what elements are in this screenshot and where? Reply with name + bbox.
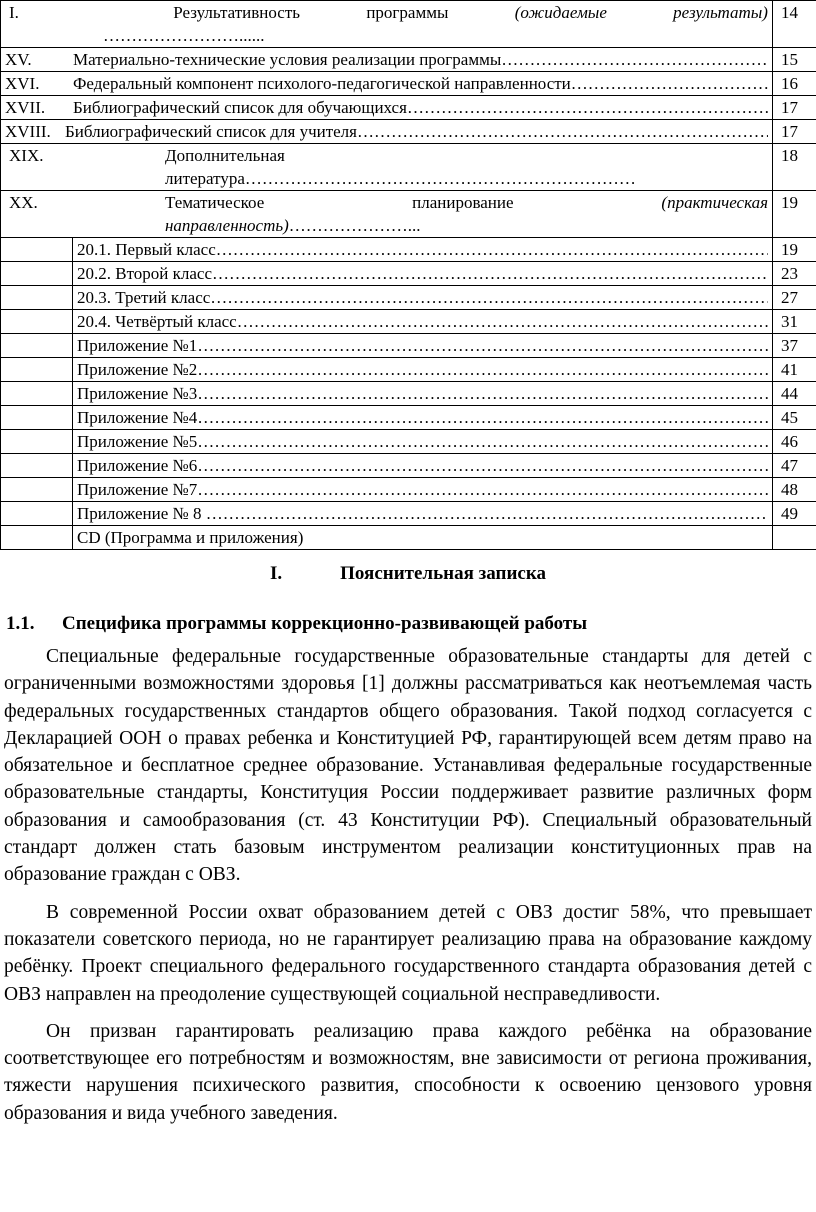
body-text [4,643,812,1137]
toc-row [1,48,816,72]
toc-title-line [77,430,768,453]
toc-title: CD (Программа и приложения) [77,528,304,547]
toc-page: 41 [773,358,816,382]
toc-title-line [77,502,768,525]
toc-page: 49 [773,502,816,526]
toc-word: литература [165,169,245,188]
toc-entry [1,120,773,144]
toc-number: XV. [5,50,32,69]
toc-row [1,430,816,454]
toc-page: 27 [773,286,816,310]
toc-page: 46 [773,430,816,454]
toc-word: Тематическое [165,193,265,212]
toc-title: Библиографический список для обучающихся [73,98,407,117]
toc-title: 20.3. Третий класс [77,288,211,307]
toc-entry [1,144,773,191]
toc-indent-cell [1,238,73,262]
toc-title: Материально-технические условия реализации программы [73,50,502,69]
toc-indent-cell [1,502,73,526]
toc-entry [73,358,773,382]
subsection-title: Специфика программы коррекционно-развивающей работы [62,613,588,634]
toc-indent-cell [1,478,73,502]
toc-word: Дополнительная [165,146,285,165]
toc-title-line [77,454,768,477]
toc-entry [73,262,773,286]
toc-row [1,526,816,550]
toc-page: 16 [773,72,816,96]
toc-indent-cell [1,310,73,334]
toc-row [1,191,816,238]
toc-indent-cell [1,454,73,478]
toc-number: I. [9,3,19,22]
toc-page: 31 [773,310,816,334]
toc-page: 23 [773,262,816,286]
toc-number: XX. [9,193,38,212]
toc-entry [1,1,773,48]
toc-title-line [77,310,768,333]
toc-page: 45 [773,406,816,430]
toc-row [1,310,816,334]
toc-page [773,526,816,550]
toc-indent-cell [1,286,73,310]
toc-word: направленность) [165,216,289,235]
toc-page: 18 [773,144,816,191]
toc-number: XVIII. [5,122,51,141]
toc-entry [73,382,773,406]
toc-entry [73,454,773,478]
toc-row [1,502,816,526]
toc-title-line [77,262,768,285]
toc-title: Приложение №5 [77,432,198,451]
toc-row [1,406,816,430]
toc-page: 14 [773,1,816,48]
paragraph: В современной России охват образованием детей с ОВЗ достиг 58%, что превышает показатели советского периода, но не гарантирует реализацию права на образование каждому ребёнку. Проект специального федерального государственного стандарта образования детей с ОВЗ направлен на преодоление существующей социальной несправедливости. [4,901,812,1005]
toc-title-line [5,48,768,71]
table-of-contents [0,0,816,550]
toc-entry [1,48,773,72]
toc-indent-cell [1,406,73,430]
toc-entry [73,430,773,454]
toc-word: планирование [412,193,514,212]
toc-entry [73,502,773,526]
toc-word: (практическая [661,193,768,212]
subsection-number: 1.1. [6,613,35,634]
toc-title-line [77,478,768,501]
toc-word: (ожидаемые [514,3,607,22]
toc-title-line [5,96,768,119]
toc-number: XVI. [5,74,40,93]
toc-word: программы [366,3,449,22]
toc-title: Приложение №1 [77,336,198,355]
toc-entry [73,310,773,334]
toc-page: 17 [773,120,816,144]
toc-page: 19 [773,191,816,238]
toc-page: 17 [773,96,816,120]
toc-entry [73,286,773,310]
toc-page: 48 [773,478,816,502]
toc-row [1,96,816,120]
toc-word: результаты) [673,3,768,22]
toc-indent-cell [1,526,73,550]
toc-row [1,72,816,96]
toc-title: 20.2. Второй класс [77,264,213,283]
toc-title: Библиографический список для учителя [65,122,357,141]
section-heading [0,563,816,585]
toc-row [1,1,816,48]
toc-title-line [5,72,768,95]
toc-entry [73,526,773,550]
paragraph: Специальные федеральные государственные образовательные стандарты для детей с ограниченными возможностями здоровья [1] должны рассматриваться как неотъемлемая часть федеральных государственных стандартов общего образования. Такой подход согласуется с Декларацией ООН о правах ребенка и Конституцией РФ, гарантирующей всем детям право на обязательное и бесплатное среднее образование. Устанавливая федеральные государственные образовательные стандарты, Конституция России поддерживает развитие различных форм образования и самообразования (ст. 43 Конституции РФ). Специальный образовательный стандарт должен стать базовым инструментом реализации конституционных прав на образование граждан с ОВЗ. [4,646,812,886]
toc-title-line [5,167,768,190]
subsection-heading [6,613,587,635]
toc-title: Федеральный компонент психолого-педагогической направленности [73,74,571,93]
toc-entry [73,334,773,358]
toc-row [1,454,816,478]
paragraph: Он призван гарантировать реализацию права каждого ребёнка на образование соответствующее его потребностям и возможностям, вне зависимости от региона проживания, тяжести нарушения психического развития, способности к освоению цензового уровня образования и вида учебного заведения. [4,1020,812,1124]
toc-entry [73,238,773,262]
toc-title-line [77,286,768,309]
toc-page: 37 [773,334,816,358]
toc-number: XVII. [5,98,46,117]
toc-page: 15 [773,48,816,72]
toc-indent-cell [1,430,73,454]
toc-title-line [77,238,768,261]
toc-title: Приложение №3 [77,384,198,403]
toc-indent-cell [1,358,73,382]
toc-entry [1,191,773,238]
toc-title-line [5,214,768,237]
toc-row [1,286,816,310]
toc-row [1,144,816,191]
toc-title-line [5,120,768,143]
toc-indent-cell [1,382,73,406]
toc-title: 20.4. Четвёртый класс [77,312,237,331]
toc-entry [1,72,773,96]
toc-entry [1,96,773,120]
toc-word: Результативность [173,3,301,22]
toc-title: 20.1. Первый класс [77,240,216,259]
toc-row [1,238,816,262]
toc-row [1,120,816,144]
toc-title-line [77,334,768,357]
toc-title: Приложение №4 [77,408,198,427]
toc-title-line [77,358,768,381]
toc-title: Приложение №7 [77,480,198,499]
toc-leader: …………………………………………………………… [244,169,636,188]
toc-page: 19 [773,238,816,262]
toc-title-line [77,382,768,405]
section-number: I. [269,563,283,584]
toc-page: 44 [773,382,816,406]
toc-leader: …………………... [288,216,421,235]
section-title: Пояснительная записка [340,563,546,584]
toc-row [1,382,816,406]
toc-row [1,358,816,382]
toc-leader: ……………………...... [103,26,265,45]
toc-row [1,478,816,502]
toc-title: Приложение №2 [77,360,198,379]
toc-title: Приложение № 8 [77,504,206,523]
toc-entry [73,478,773,502]
toc-indent-cell [1,334,73,358]
toc-title-line [77,406,768,429]
toc-row [1,334,816,358]
toc-number: XIX. [9,146,44,165]
toc-page: 47 [773,454,816,478]
toc-row [1,262,816,286]
toc-indent-cell [1,262,73,286]
toc-title: Приложение №6 [77,456,198,475]
toc-entry [73,406,773,430]
